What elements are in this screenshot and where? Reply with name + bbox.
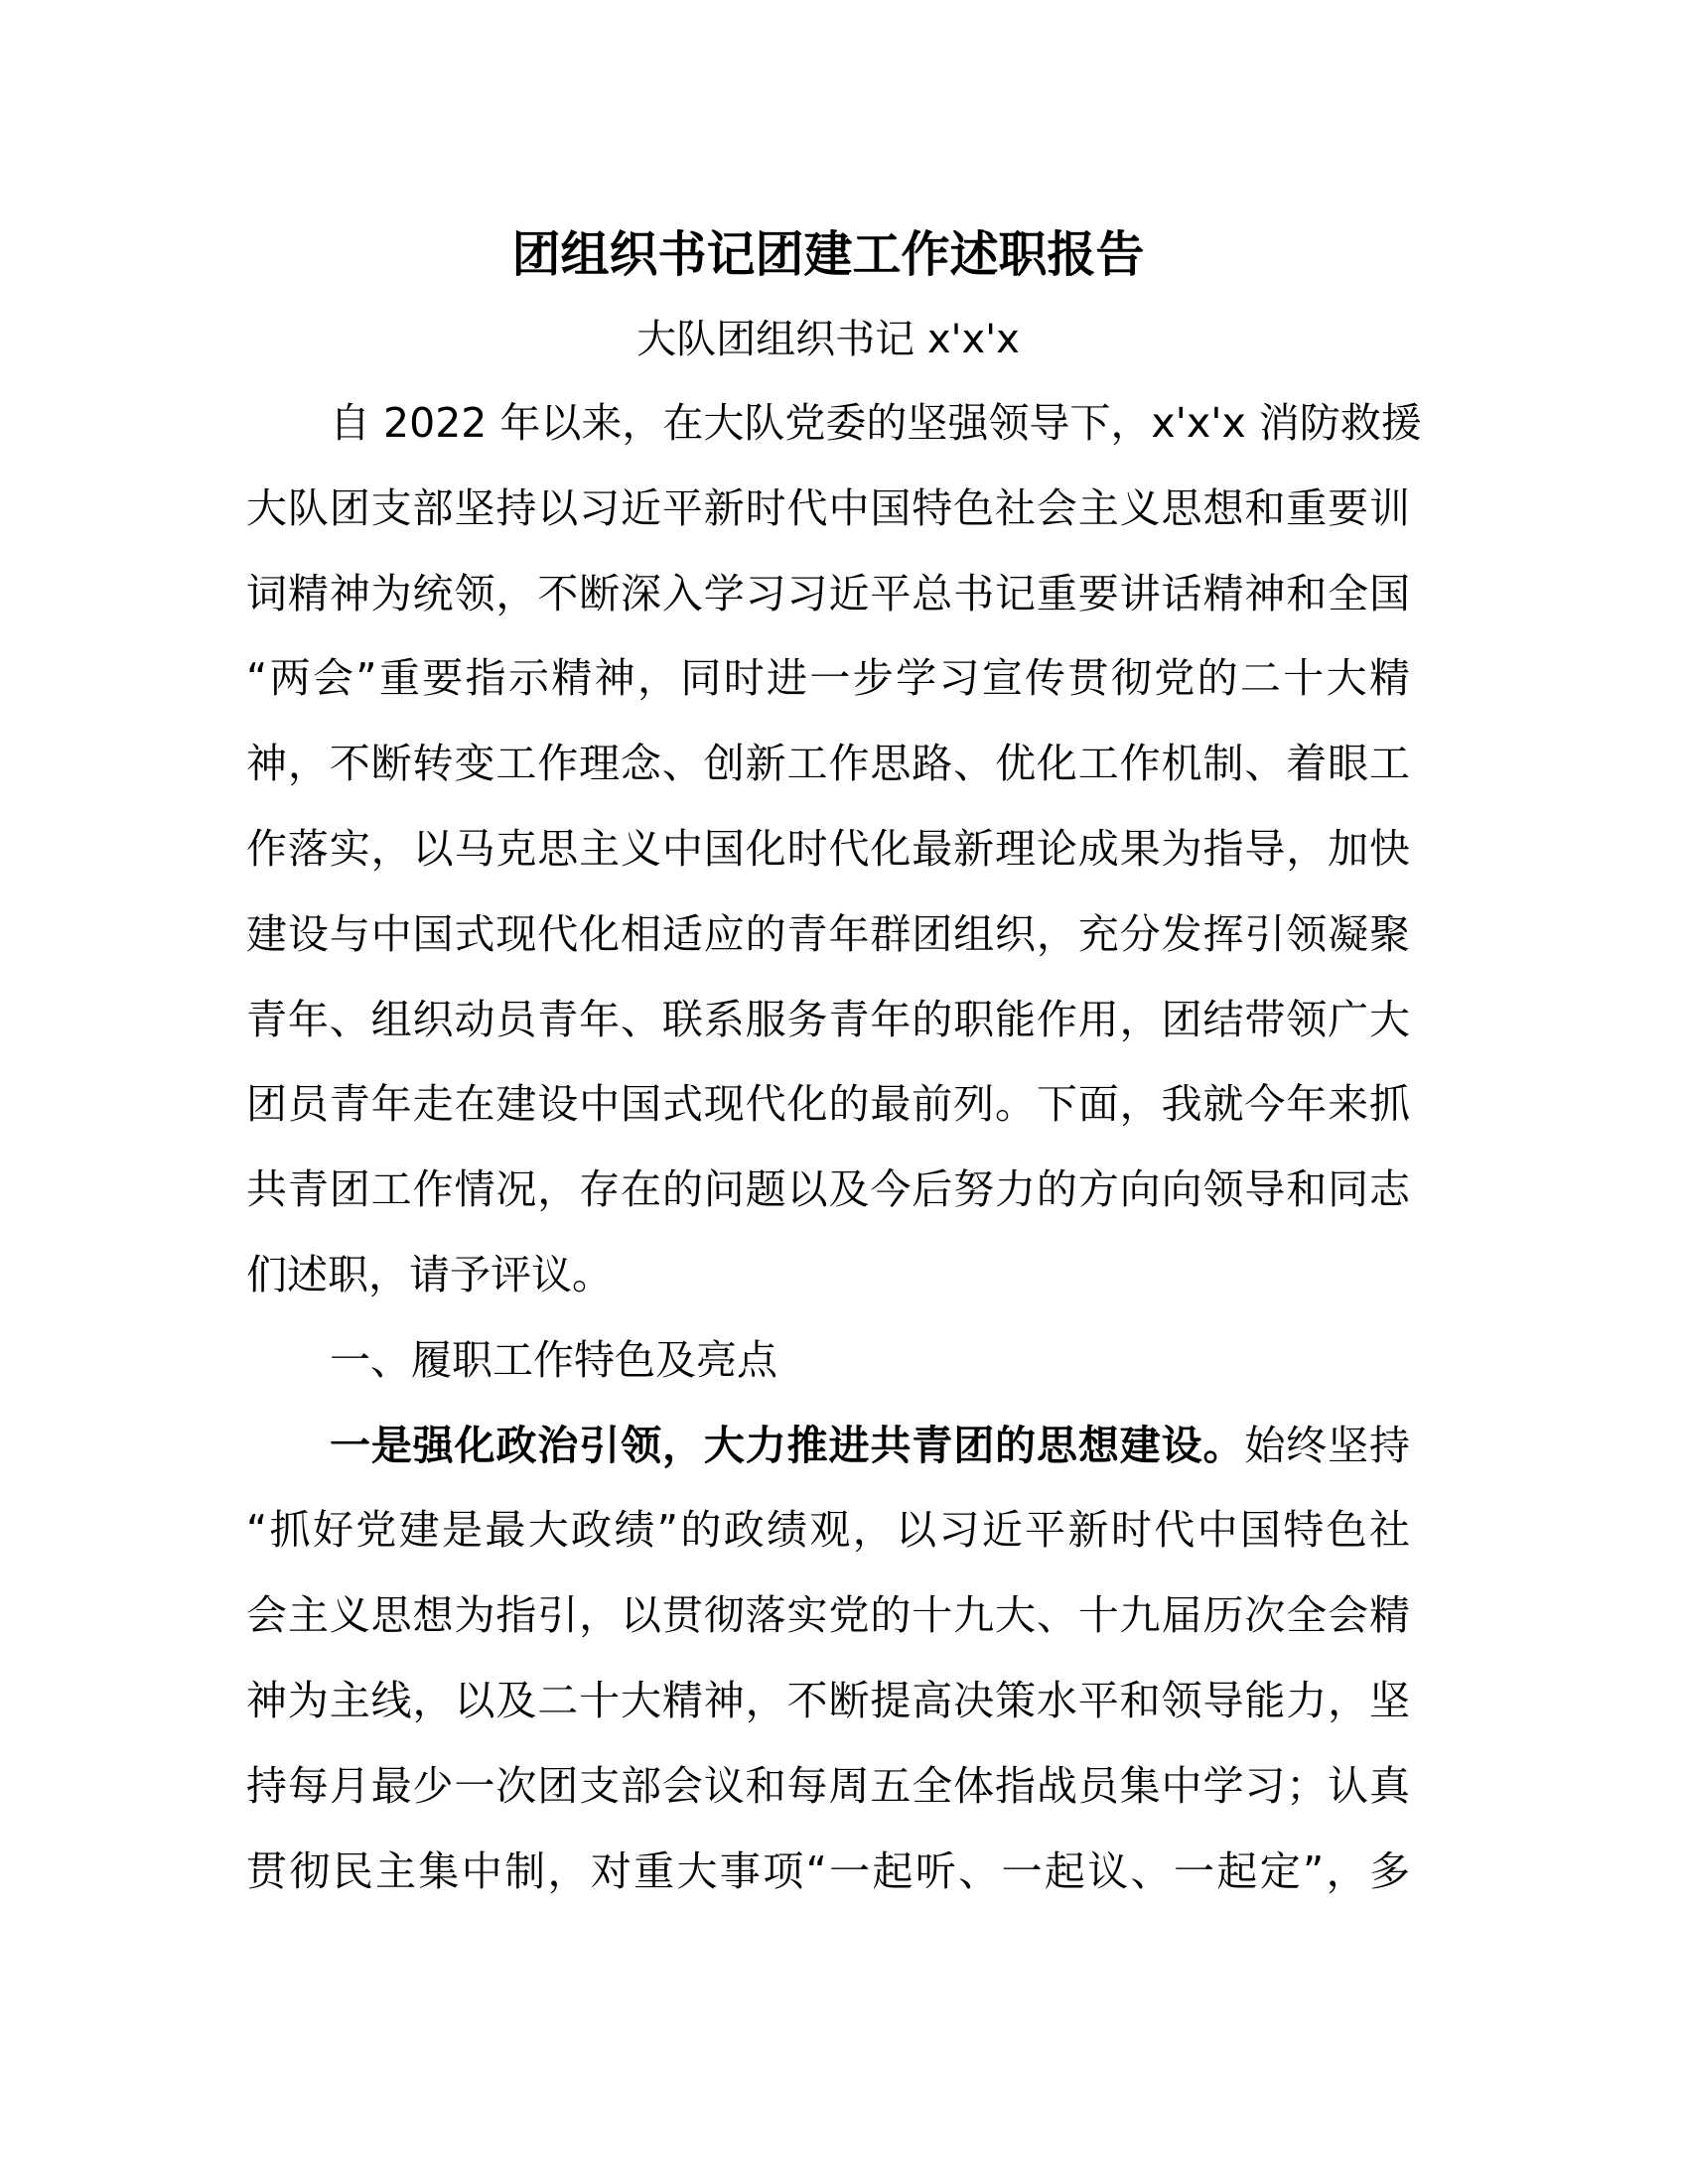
lead-rest: 始终坚持 [1244, 1421, 1410, 1469]
paragraph-line: 自 2022 年以来，在大队党委的坚强领导下，x'x'x 消防救援 [330, 399, 1422, 447]
intro-paragraph [246, 381, 1422, 1318]
paragraph-line [246, 1404, 1410, 1489]
paragraph-line: 贯彻民主集中制，对重大事项“一起听、一起议、一起定”，多 [246, 1846, 1410, 1895]
paragraph-line: 会主义思想为指引，以贯彻落实党的十九大、十九届历次全会精 [246, 1591, 1410, 1640]
section-heading: 一、履职工作特色及亮点 [330, 1335, 777, 1384]
paragraph-line: 建设与中国式现代化相适应的青年群团组织，充分发挥引领凝聚 [246, 909, 1410, 958]
paragraph-line: 作落实，以马克思主义中国化时代化最新理论成果为指导，加快 [246, 824, 1410, 873]
paragraph-line: 大队团支部坚持以习近平新时代中国特色社会主义思想和重要训 [246, 483, 1410, 532]
document-title: 团组织书记团建工作述职报告 [511, 226, 1145, 283]
bold-lead: 一是强化政治引领，大力推进共青团的思想建设。 [330, 1421, 1245, 1469]
document-page [246, 212, 1422, 1914]
point-one-paragraph [246, 1404, 1410, 1915]
paragraph-line: 持每月最少一次团支部会议和每周五全体指战员集中学习；认真 [246, 1761, 1410, 1810]
paragraph-line: 青年、组织动员青年、联系服务青年的职能作用，团结带领广大 [246, 995, 1410, 1043]
paragraph-line: 们述职，请予评议。 [246, 1250, 613, 1298]
paragraph-line: 神为主线，以及二十大精神，不断提高决策水平和领导能力，坚 [246, 1676, 1410, 1724]
paragraph-line: 词精神为统领，不断深入学习习近平总书记重要讲话精神和全国 [246, 569, 1410, 617]
paragraph-line: “抓好党建是最大政绩”的政绩观，以习近平新时代中国特色社 [246, 1506, 1410, 1555]
paragraph-line: 共青团工作情况，存在的问题以及今后努力的方向向领导和同志 [246, 1165, 1410, 1214]
document-subtitle: 大队团组织书记 x'x'x [636, 317, 1020, 362]
paragraph-line: “两会”重要指示精神，同时进一步学习宣传贯彻党的二十大精 [246, 654, 1410, 703]
paragraph-line: 团员青年走在建设中国式现代化的最前列。下面，我就今年来抓 [246, 1080, 1410, 1129]
paragraph-line: 神，不断转变工作理念、创新工作思路、优化工作机制、着眼工 [246, 740, 1410, 788]
